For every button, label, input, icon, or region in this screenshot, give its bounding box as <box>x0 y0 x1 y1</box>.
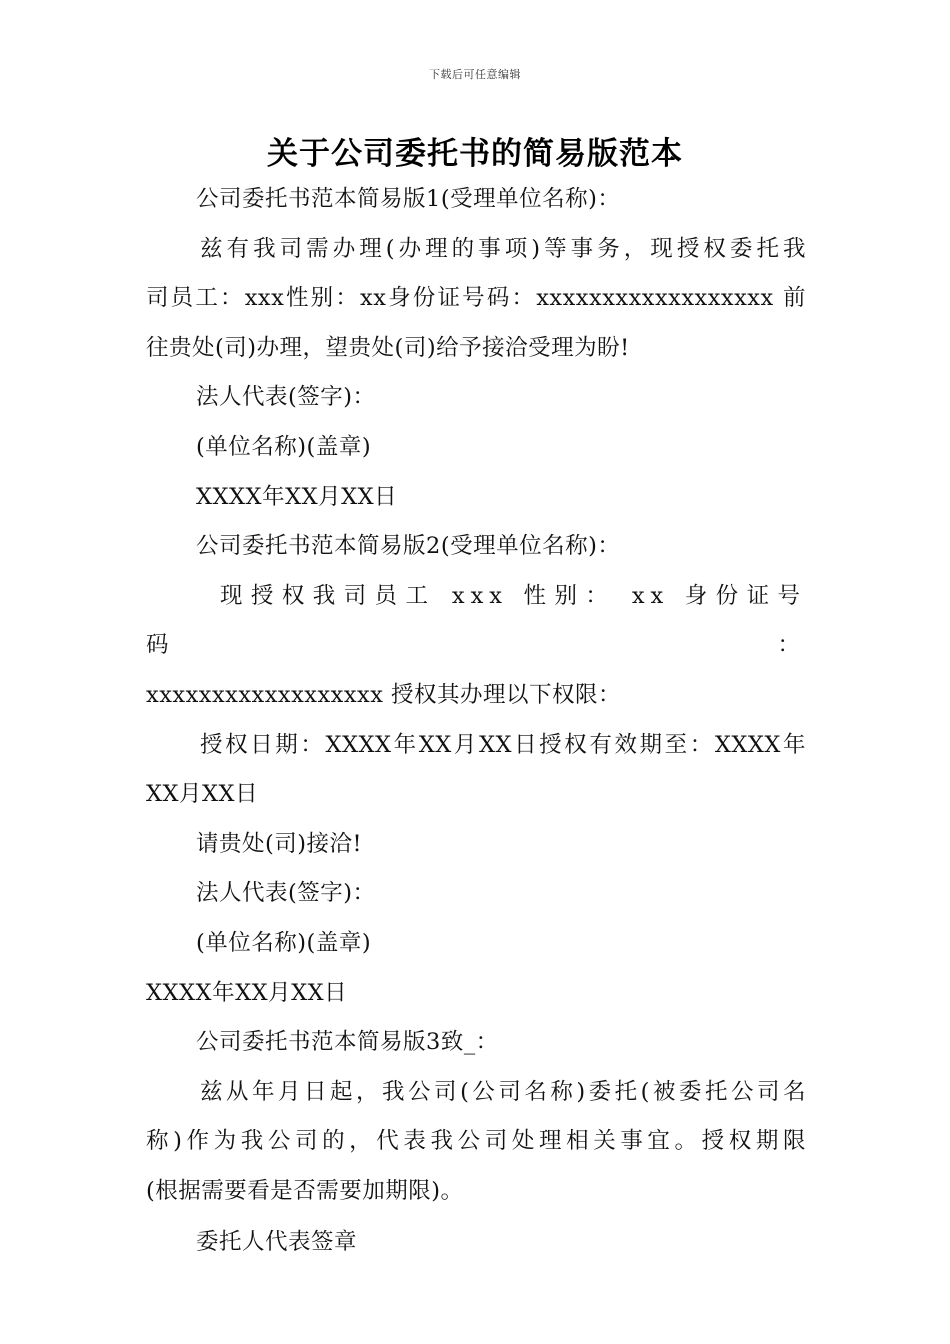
version-3-signature-line: 委托人代表签章 <box>196 1229 358 1256</box>
version-3-heading: 公司委托书范本简易版3致_： <box>196 1029 499 1056</box>
version-1-date-line: XXXX年XX月XX日 <box>196 483 398 510</box>
header-note: 下载后可任意编辑 <box>429 68 521 81</box>
version-1-body-line-2: 司员工：xxx性别：xx身份证号码：xxxxxxxxxxxxxxxxxx 前 <box>146 285 806 312</box>
version-2-date-line: XXXX年XX月XX日 <box>146 979 348 1006</box>
version-1-heading: 公司委托书范本简易版1(受理单位名称)： <box>196 186 621 212</box>
version-3-body-line-2: 称)作为我公司的，代表我公司处理相关事宜。授权期限 <box>146 1128 806 1155</box>
version-1-seal-line: (单位名称)(盖章) <box>196 433 372 460</box>
version-1-signature-line: 法人代表(签字)： <box>196 384 376 411</box>
version-2-dates-line-2: XX月XX日 <box>146 781 259 808</box>
version-3-body-line-1: 兹从年月日起，我公司(公司名称)委托(被委托公司名 <box>200 1078 806 1105</box>
version-1-body-line-3: 往贵处(司)办理，望贵处(司)给予接洽受理为盼! <box>146 334 630 361</box>
version-2-heading: 公司委托书范本简易版2(受理单位名称)： <box>196 533 621 560</box>
document-title: 关于公司委托书的简易版范本 <box>267 136 683 172</box>
version-2-seal-line: (单位名称)(盖章) <box>196 929 372 956</box>
document-body <box>146 175 806 1268</box>
version-2-request-line: 请贵处(司)接洽! <box>196 830 363 857</box>
version-2-signature-line: 法人代表(签字)： <box>196 880 376 907</box>
version-2-body-line-1: 现授权我司员工 xxx 性别： xx 身份证号码： <box>146 582 806 659</box>
version-2-dates-line-1: 授权日期：XXXX年XX月XX日授权有效期至：XXXX年 <box>200 731 806 758</box>
version-3-body-line-3: (根据需要看是否需要加期限)。 <box>146 1177 464 1204</box>
version-2-body-line-2: xxxxxxxxxxxxxxxxxx 授权其办理以下权限： <box>146 681 622 708</box>
version-1-body-line-1: 兹有我司需办理(办理的事项)等事务，现授权委托我 <box>200 235 806 262</box>
